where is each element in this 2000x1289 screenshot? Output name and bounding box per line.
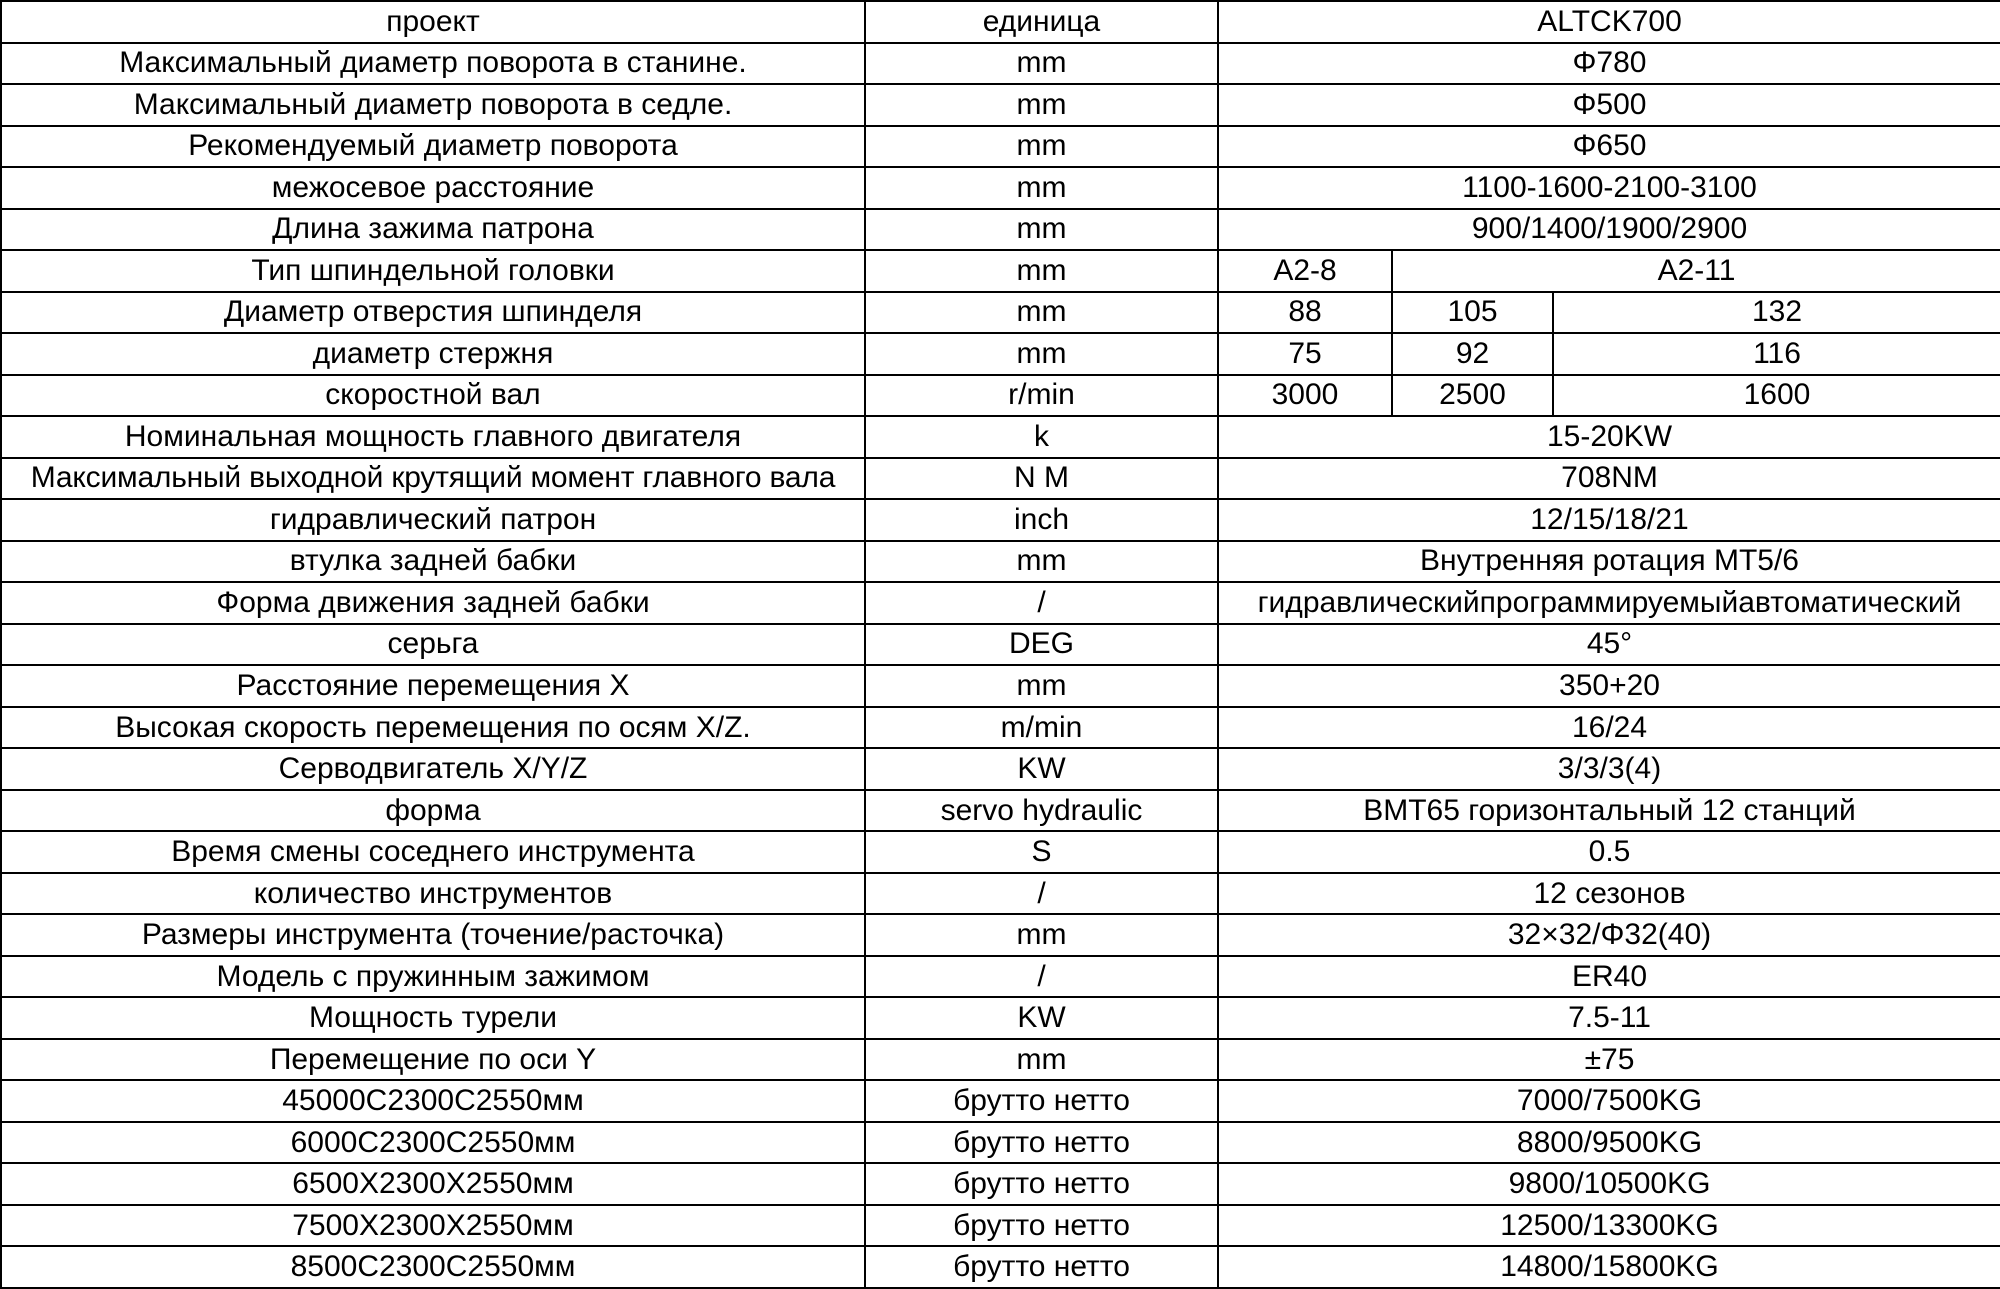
- unit-cell: mm: [865, 541, 1218, 583]
- value-cell-3: 116: [1553, 333, 2000, 375]
- value-cell: 3/3/3(4): [1218, 748, 2000, 790]
- spec-row: [1, 624, 2000, 666]
- param-cell: Высокая скорость перемещения по осям X/Z.: [1, 707, 865, 749]
- value-cell: 12 сезонов: [1218, 873, 2000, 915]
- param-cell: 6000C2300C2550мм: [1, 1122, 865, 1164]
- param-cell: Размеры инструмента (точение/расточка): [1, 914, 865, 956]
- unit-cell: /: [865, 582, 1218, 624]
- value-cell: 32×32/Φ32(40): [1218, 914, 2000, 956]
- unit-cell: S: [865, 831, 1218, 873]
- spec-row: [1, 43, 2000, 85]
- spec-row: [1, 541, 2000, 583]
- unit-cell: mm: [865, 126, 1218, 168]
- param-cell: Расстояние перемещения X: [1, 665, 865, 707]
- header-unit: единица: [865, 1, 1218, 43]
- unit-cell: mm: [865, 43, 1218, 85]
- spec-row: [1, 582, 2000, 624]
- value-cell: 0.5: [1218, 831, 2000, 873]
- param-cell: 7500X2300X2550мм: [1, 1205, 865, 1247]
- spec-row: [1, 126, 2000, 168]
- value-cell: 7000/7500KG: [1218, 1080, 2000, 1122]
- unit-cell: mm: [865, 84, 1218, 126]
- value-cell: 7.5-11: [1218, 997, 2000, 1039]
- value-cell: ER40: [1218, 956, 2000, 998]
- value-cell-3: 132: [1553, 292, 2000, 334]
- value-cell: 8800/9500KG: [1218, 1122, 2000, 1164]
- spec-row: [1, 167, 2000, 209]
- spec-row: [1, 665, 2000, 707]
- value-cell-1: 75: [1218, 333, 1392, 375]
- spec-row: [1, 707, 2000, 749]
- spec-row: [1, 1246, 2000, 1288]
- header-row: [1, 1, 2000, 43]
- spec-row: [1, 458, 2000, 500]
- spec-row: [1, 1039, 2000, 1081]
- spec-row: [1, 790, 2000, 832]
- unit-cell: mm: [865, 914, 1218, 956]
- param-cell: 6500X2300X2550мм: [1, 1163, 865, 1205]
- value-cell-1: 3000: [1218, 375, 1392, 417]
- param-cell: межосевое расстояние: [1, 167, 865, 209]
- spec-row: [1, 1122, 2000, 1164]
- value-cell: Φ650: [1218, 126, 2000, 168]
- param-cell: Перемещение по оси Y: [1, 1039, 865, 1081]
- value-cell: ±75: [1218, 1039, 2000, 1081]
- param-cell: скоростной вал: [1, 375, 865, 417]
- param-cell: Рекомендуемый диаметр поворота: [1, 126, 865, 168]
- value-cell-3: 1600: [1553, 375, 2000, 417]
- unit-cell: mm: [865, 250, 1218, 292]
- spec-row: [1, 1163, 2000, 1205]
- spec-table-body: [1, 1, 2000, 1288]
- value-cell: Внутренняя ротация MT5/6: [1218, 541, 2000, 583]
- unit-cell: брутто нетто: [865, 1163, 1218, 1205]
- unit-cell: DEG: [865, 624, 1218, 666]
- unit-cell: servo hydraulic: [865, 790, 1218, 832]
- unit-cell: mm: [865, 1039, 1218, 1081]
- param-cell: Модель с пружинным зажимом: [1, 956, 865, 998]
- param-cell: Номинальная мощность главного двигателя: [1, 416, 865, 458]
- spec-row: [1, 748, 2000, 790]
- value-cell: 15-20KW: [1218, 416, 2000, 458]
- value-cell: 350+20: [1218, 665, 2000, 707]
- param-cell: Максимальный выходной крутящий момент главного вала: [1, 458, 865, 500]
- spec-row: [1, 873, 2000, 915]
- value-cell: 12500/13300KG: [1218, 1205, 2000, 1247]
- unit-cell: r/min: [865, 375, 1218, 417]
- value-cell: 12/15/18/21: [1218, 499, 2000, 541]
- param-cell: Время смены соседнего инструмента: [1, 831, 865, 873]
- spec-row: [1, 84, 2000, 126]
- spec-row-spindle-head: [1, 250, 2000, 292]
- spec-row-split: [1, 292, 2000, 334]
- param-cell: Длина зажима патрона: [1, 209, 865, 251]
- spec-row: [1, 1080, 2000, 1122]
- value-cell: Φ500: [1218, 84, 2000, 126]
- param-cell: Максимальный диаметр поворота в седле.: [1, 84, 865, 126]
- unit-cell: /: [865, 956, 1218, 998]
- unit-cell: mm: [865, 333, 1218, 375]
- spec-row: [1, 997, 2000, 1039]
- unit-cell: KW: [865, 997, 1218, 1039]
- unit-cell: mm: [865, 665, 1218, 707]
- unit-cell: KW: [865, 748, 1218, 790]
- value-cell-a2-8: A2-8: [1218, 250, 1392, 292]
- unit-cell: /: [865, 873, 1218, 915]
- value-cell: 45°: [1218, 624, 2000, 666]
- unit-cell: k: [865, 416, 1218, 458]
- param-cell: гидравлический патрон: [1, 499, 865, 541]
- unit-cell: N M: [865, 458, 1218, 500]
- value-cell: 900/1400/1900/2900: [1218, 209, 2000, 251]
- param-cell: втулка задней бабки: [1, 541, 865, 583]
- value-cell-2: 2500: [1392, 375, 1553, 417]
- param-cell: 45000C2300C2550мм: [1, 1080, 865, 1122]
- unit-cell: брутто нетто: [865, 1122, 1218, 1164]
- param-cell: серьга: [1, 624, 865, 666]
- spec-row: [1, 1205, 2000, 1247]
- spec-row: [1, 831, 2000, 873]
- spec-row: [1, 209, 2000, 251]
- value-cell: 1100-1600-2100-3100: [1218, 167, 2000, 209]
- value-cell: Φ780: [1218, 43, 2000, 85]
- spec-row-split: [1, 375, 2000, 417]
- param-cell: диаметр стержня: [1, 333, 865, 375]
- param-cell: Серводвигатель X/Y/Z: [1, 748, 865, 790]
- param-cell: Мощность турели: [1, 997, 865, 1039]
- value-cell-1: 88: [1218, 292, 1392, 334]
- unit-cell: m/min: [865, 707, 1218, 749]
- unit-cell: mm: [865, 209, 1218, 251]
- value-cell-2: 105: [1392, 292, 1553, 334]
- param-cell: Форма движения задней бабки: [1, 582, 865, 624]
- unit-cell: брутто нетто: [865, 1205, 1218, 1247]
- value-cell: BMT65 горизонтальный 12 станций: [1218, 790, 2000, 832]
- param-cell: форма: [1, 790, 865, 832]
- spec-row: [1, 956, 2000, 998]
- param-cell: количество инструментов: [1, 873, 865, 915]
- value-cell-a2-11: A2-11: [1392, 250, 2000, 292]
- spec-row: [1, 416, 2000, 458]
- unit-cell: mm: [865, 292, 1218, 334]
- param-cell: 8500C2300C2550мм: [1, 1246, 865, 1288]
- value-cell: 14800/15800KG: [1218, 1246, 2000, 1288]
- spec-row: [1, 499, 2000, 541]
- param-cell: Диаметр отверстия шпинделя: [1, 292, 865, 334]
- unit-cell: inch: [865, 499, 1218, 541]
- value-cell: гидравлическийпрограммируемыйавтоматический: [1218, 582, 2000, 624]
- value-cell: 9800/10500KG: [1218, 1163, 2000, 1205]
- header-param: проект: [1, 1, 865, 43]
- value-cell-2: 92: [1392, 333, 1553, 375]
- unit-cell: брутто нетто: [865, 1080, 1218, 1122]
- spec-row-split: [1, 333, 2000, 375]
- value-cell: 708NM: [1218, 458, 2000, 500]
- unit-cell: брутто нетто: [865, 1246, 1218, 1288]
- value-cell: 16/24: [1218, 707, 2000, 749]
- unit-cell: mm: [865, 167, 1218, 209]
- param-cell: Максимальный диаметр поворота в станине.: [1, 43, 865, 85]
- spec-row: [1, 914, 2000, 956]
- param-cell: Тип шпиндельной головки: [1, 250, 865, 292]
- header-value: ALTCK700: [1218, 1, 2000, 43]
